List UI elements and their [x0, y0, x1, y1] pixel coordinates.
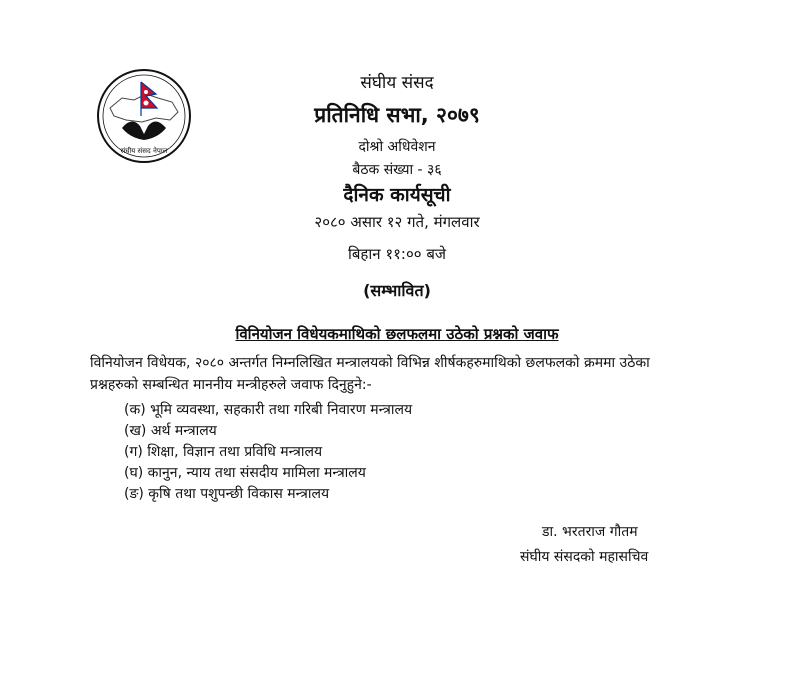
signatory-name: डा. भरतराज गौतम [542, 524, 638, 540]
meeting-number: बैठक संख्या - ३६ [352, 162, 442, 178]
meeting-time: बिहान ११:०० बजे [347, 245, 447, 263]
session-label: दोश्रो अधिवेशन [358, 139, 436, 155]
tentative-label: (सम्भावित) [363, 281, 431, 300]
ministry-list [124, 400, 412, 505]
house-title: प्रतिनिधि सभा, २०७९ [314, 103, 480, 127]
list-item: (ङ) कृषि तथा पशुपन्छी विकास मन्त्रालय [124, 486, 330, 502]
agenda-heading: विनियोजन विधेयकमाथिको छलफलमा उठेको प्रश्नको जवाफ [235, 325, 559, 343]
list-item: (ग) शिक्षा, विज्ञान तथा प्रविधि मन्त्रालय [124, 444, 323, 460]
svg-text:संघीय संसद नेपाल: संघीय संसद नेपाल [120, 147, 168, 155]
parliament-title: संघीय संसद [360, 73, 434, 93]
list-item: (क) भूमि व्यवस्था, सहकारी तथा गरिबी निवारण मन्त्रालय [124, 402, 413, 418]
daily-agenda-title: दैनिक कार्यसूची [343, 184, 451, 206]
signature-block [520, 520, 648, 570]
list-item: (ख) अर्थ मन्त्रालय [124, 423, 217, 439]
agenda-paragraph: विनियोजन विधेयक, २०८० अन्तर्गत निम्नलिखित मन्त्रालयको विभिन्न शीर्षकहरुमाथिको छलफलको क्रममा उठेका प्रश्नहरुको सम्बन्धित माननीय मन्त्रीहरुले जवाफ दिनुहुने:- [90, 355, 650, 393]
signatory-title: संघीय संसदको महासचिव [520, 549, 649, 565]
meeting-date: २०८० असार १२ गते, मंगलवार [314, 213, 480, 231]
list-item: (घ) कानुन, न्याय तथा संसदीय मामिला मन्त्रालय [124, 465, 366, 481]
